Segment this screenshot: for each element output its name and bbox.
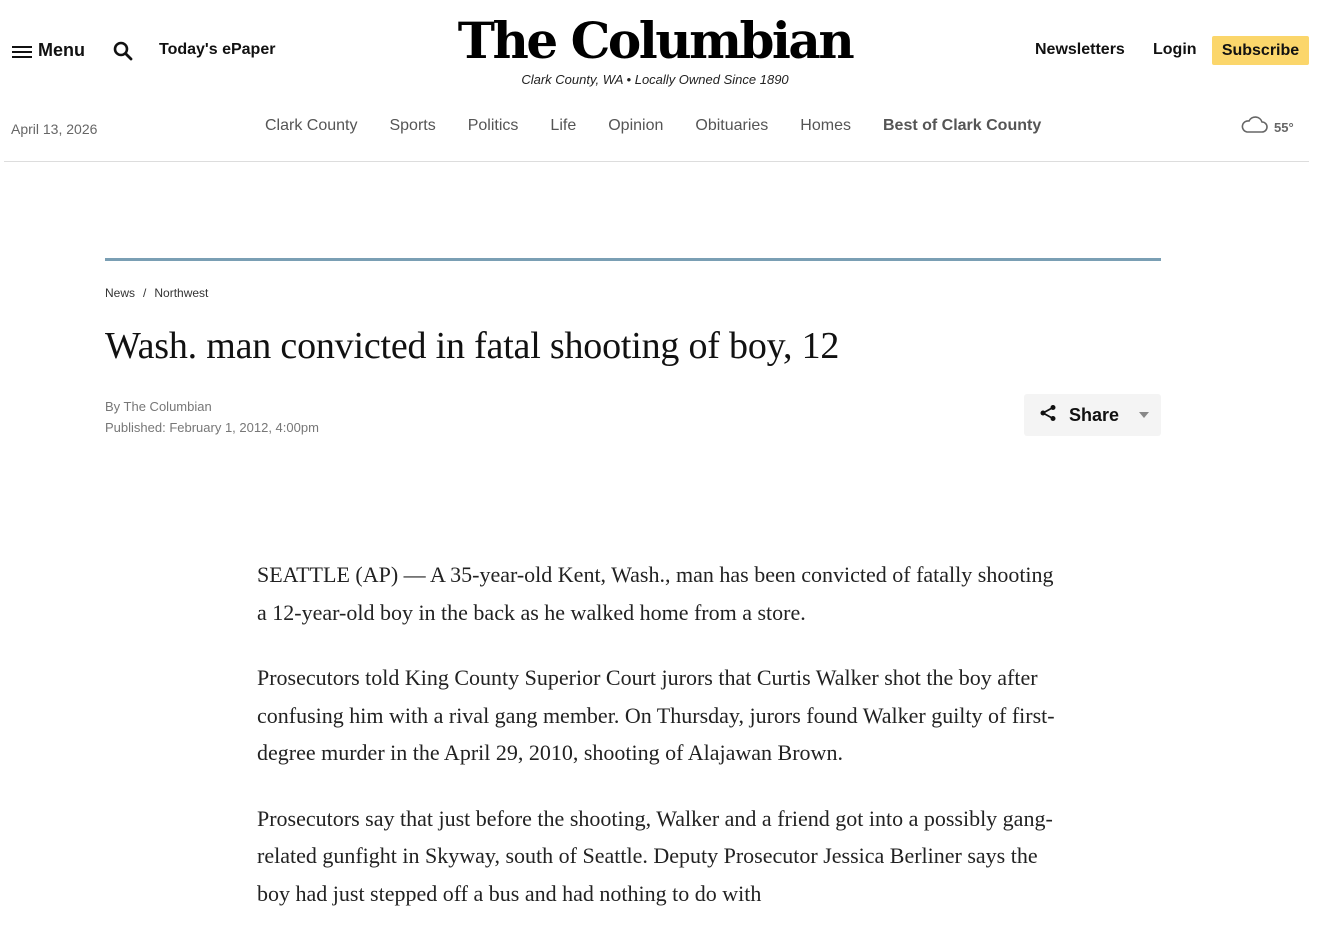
nav-item-opinion[interactable]: Opinion: [608, 117, 664, 134]
breadcrumb: [105, 286, 208, 300]
article-headline: Wash. man convicted in fatal shooting of boy, 12: [105, 325, 840, 367]
article-paragraph: Prosecutors told King County Superior Court jurors that Curtis Walker shot the boy after confusing him with a rival gang member. On Thursday, jurors found Walker guilty of first-degree murder in the April 29, 2010, shooting of Alajawan Brown.: [257, 665, 1055, 765]
newsletters-link[interactable]: Newsletters: [1035, 41, 1125, 58]
share-button[interactable]: [1024, 394, 1161, 436]
breadcrumb-northwest[interactable]: Northwest: [154, 286, 209, 300]
nav-item-life[interactable]: Life: [550, 117, 577, 134]
top-bar: [0, 0, 1319, 100]
nav-links: [265, 117, 1041, 135]
breadcrumb-news[interactable]: News: [105, 286, 136, 300]
chevron-down-icon: [1139, 412, 1149, 418]
nav-item-politics[interactable]: Politics: [467, 117, 519, 134]
article-body: [257, 556, 1057, 940]
masthead: [440, 10, 870, 87]
byline: By The Columbian: [105, 399, 212, 414]
breadcrumb-separator: /: [143, 286, 147, 300]
weather-widget[interactable]: [1240, 116, 1294, 139]
nav-item-homes[interactable]: Homes: [800, 117, 851, 134]
hamburger-icon: [12, 44, 32, 58]
article-paragraph: SEATTLE (AP) — A 35-year-old Kent, Wash., man has been convicted of fatally shooting a 12-year-old boy in the back as he walked home from a store.: [257, 562, 1054, 625]
share-icon: [1039, 404, 1057, 427]
current-date: April 13, 2026: [11, 121, 98, 137]
published-date: Published: February 1, 2012, 4:00pm: [105, 420, 319, 435]
nav-item-sports[interactable]: Sports: [389, 117, 436, 134]
menu-label: Menu: [38, 40, 85, 60]
cloud-icon: [1240, 116, 1268, 139]
temperature: 55°: [1274, 120, 1294, 135]
nav-item-obituaries[interactable]: Obituaries: [695, 117, 769, 134]
section-divider: [105, 258, 1161, 261]
article-paragraph: Prosecutors say that just before the shooting, Walker and a friend got into a possibly gang-related gunfight in Skyway, south of Seattle. Deputy Prosecutor Jessica Berliner says the boy had just stepped off a bus and had nothing to do with: [257, 805, 1053, 906]
section-nav: [4, 100, 1309, 162]
menu-button[interactable]: [12, 40, 85, 61]
article-meta: [105, 396, 319, 438]
nav-item-clark-county[interactable]: Clark County: [265, 117, 358, 134]
subscribe-button[interactable]: Subscribe: [1212, 36, 1309, 65]
tagline: Clark County, WA • Locally Owned Since 1890: [521, 72, 789, 87]
share-label: Share: [1069, 404, 1120, 425]
login-link[interactable]: Login: [1153, 41, 1197, 58]
search-icon[interactable]: [113, 41, 133, 61]
todays-epaper-link[interactable]: Today's ePaper: [159, 41, 276, 58]
nav-item-best-of-clark-county[interactable]: Best of Clark County: [882, 117, 1042, 134]
site-logo[interactable]: The Columbian: [457, 11, 853, 70]
